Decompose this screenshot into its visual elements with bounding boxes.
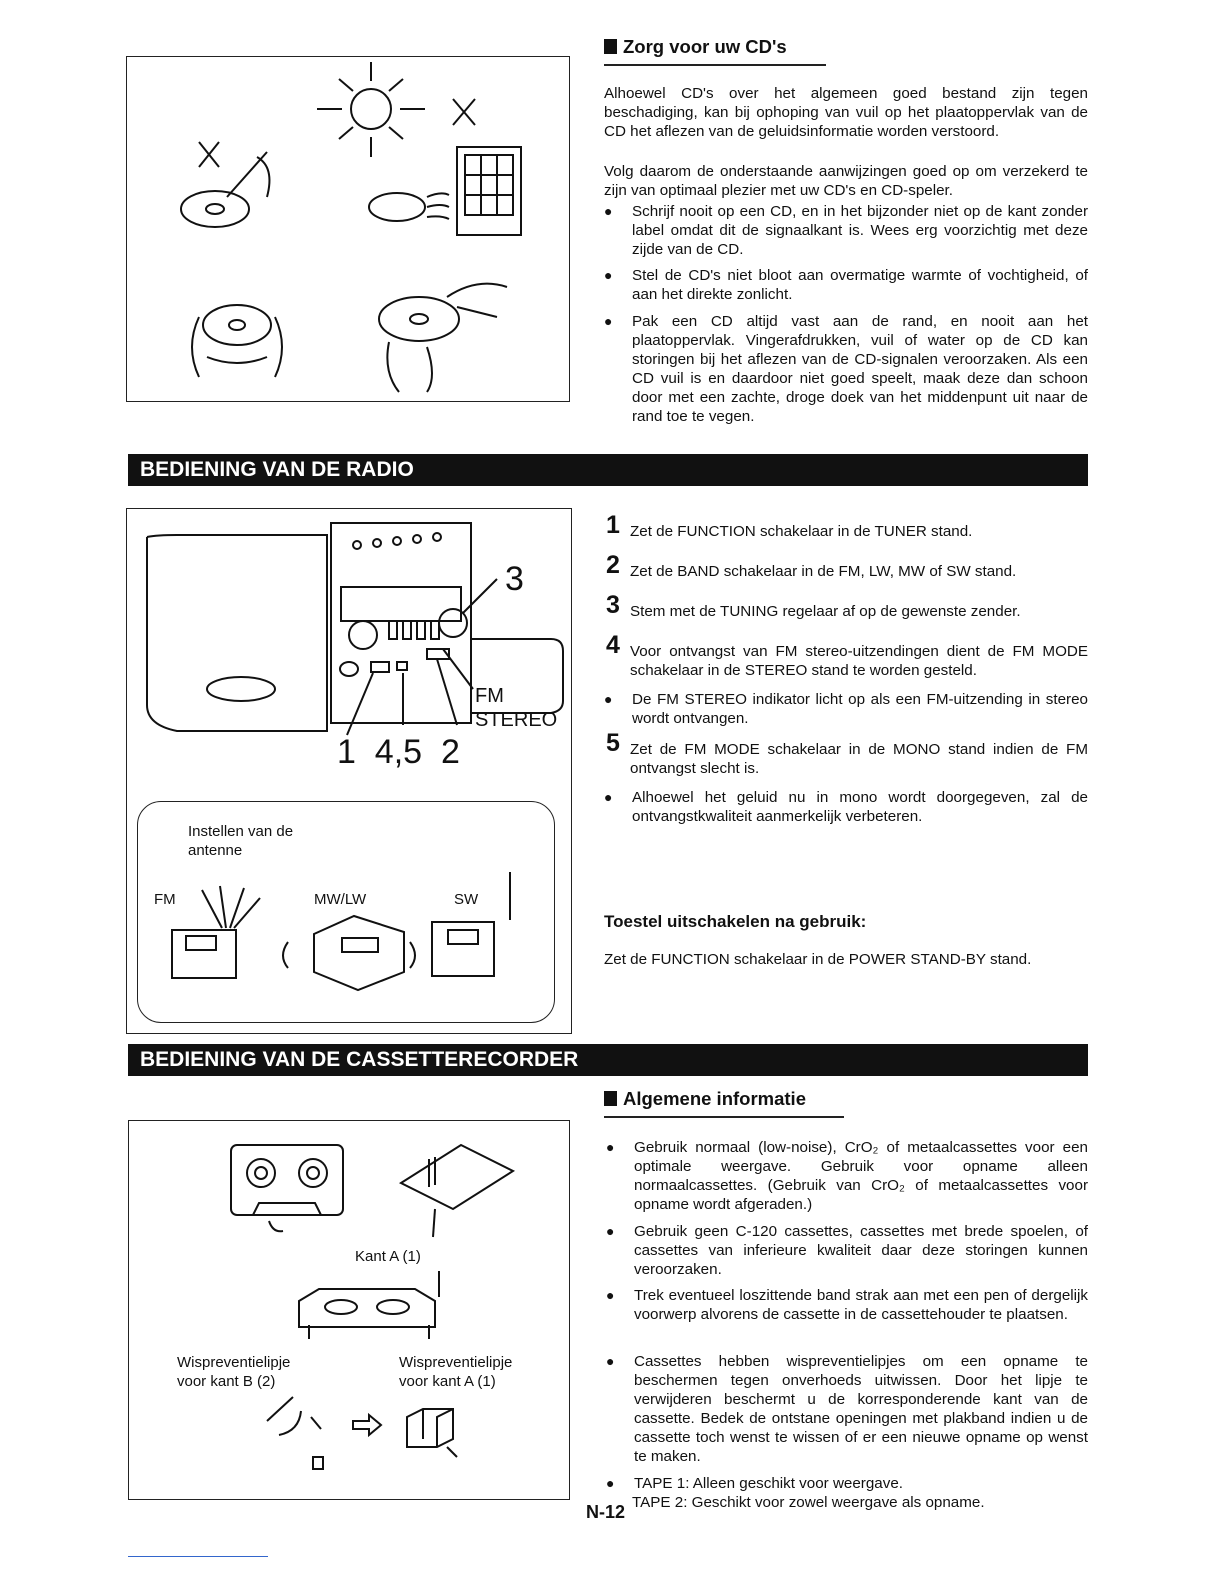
antenna-drawing	[138, 802, 554, 1022]
cassette-banner: BEDIENING VAN DE CASSETTERECORDER	[128, 1044, 1088, 1076]
radio-step-5: 5 Zet de FM MODE schakelaar in de MONO stand indien de FM ontvangst slecht is.	[606, 729, 1088, 777]
callout-3: 3	[505, 560, 524, 598]
radio-step-2: 2 Zet de BAND schakelaar in de FM, LW, MW of SW stand.	[606, 551, 1017, 580]
tab-side-b-label: Wispreventielipje voor kant B (2)	[177, 1354, 291, 1390]
switch-off-text: Zet de FUNCTION schakelaar in de POWER STAND-BY stand.	[604, 951, 1032, 968]
radio-step-1: 1 Zet de FUNCTION schakelaar in de TUNER stand.	[606, 511, 973, 540]
radio-bullet-mono: ● Alhoewel het geluid nu in mono wordt doorgegeven, zal de ontvangstkwaliteit aanmerkelijk verbeteren.	[604, 788, 1088, 826]
cassette-bullet-2: ● Gebruik geen C-120 cassettes, cassettes met brede spoelen, of cassettes van inferieure kwaliteit daar deze storingen kunnen veroorzaken.	[606, 1222, 1088, 1279]
cd-care-drawing	[127, 57, 569, 401]
callout-fm: FM	[475, 685, 504, 707]
cassette-bullet-5: ● TAPE 1: Alleen geschikt voor weergave.	[606, 1474, 1088, 1493]
callout-control-numbers: 1 4,5 2	[337, 733, 460, 771]
antenna-title: Instellen van de antenne	[188, 823, 294, 859]
cassette-illustration	[128, 1120, 570, 1500]
radio-step-3: 3 Stem met de TUNING regelaar af op de gewenste zender.	[606, 591, 1021, 620]
heading-square-icon	[604, 1091, 617, 1106]
heading-square-icon	[604, 39, 617, 54]
side-a-label: Kant A (1)	[355, 1248, 421, 1265]
cassette-bullet-1: ● Gebruik normaal (low-noise), CrO₂ of metaalcassettes voor een optimale weergave. Gebruik voor opname alleen normaalcassettes. (Gebruik van CrO₂ of metaalcassettes voor opname wordt afgeraden.)	[606, 1138, 1088, 1214]
page-number: N-12	[586, 1502, 626, 1522]
cd-care-intro: Alhoewel CD's over het algemeen goed bestand zijn tegen beschadiging, kan bij ophoping van vuil op het plaatoppervlak van de CD het aflezen van de geluidsinformatie worden verstoord.	[604, 85, 1088, 140]
radio-step-4: 4 Voor ontvangst van FM stereo-uitzendingen dient de FM MODE schakelaar in de STEREO stand te worden gesteld.	[606, 631, 1088, 679]
holding-cd-illustration	[192, 305, 282, 377]
radio-banner: BEDIENING VAN DE RADIO	[128, 454, 1088, 486]
antenna-fm-label: FM	[154, 891, 176, 908]
radio-bullet-stereo-indicator: ● De FM STEREO indikator licht op als een FM-uitzending in stereo wordt ontvangen.	[604, 690, 1088, 728]
radio-illustration	[126, 508, 572, 1034]
tape-2-note: TAPE 2: Geschikt voor zowel weergave als opname.	[632, 1494, 985, 1511]
callout-stereo: STEREO	[475, 709, 558, 731]
cd-care-illustration	[126, 56, 570, 402]
cassette-bullet-4: ● Cassettes hebben wispreventielipjes om een opname te beschermen tegen onverhoeds uitwissen. Door het lipje te verwijderen beschermt u de korresponderende kant van de cassette. Bedek de ontstane openingen met plakband indien u de cassette toch wenst te wissen of er een nieuwe opname op wenst te maken.	[606, 1352, 1088, 1466]
no-writing-illustration	[181, 142, 269, 227]
cd-care-bullet-2: ● Stel de CD's niet bloot aan overmatige warmte of vochtigheid, of aan het direkte zonlicht.	[604, 266, 1088, 304]
antenna-sw-label: SW	[454, 891, 479, 908]
cassette-bullet-3: ● Trek eventueel loszittende band strak aan met een pen of dergelijk voorwerp alvorens de cassette in de cassettehouder te plaatsen.	[606, 1286, 1088, 1324]
sun-illustration	[317, 62, 475, 157]
wiping-cd-illustration	[379, 284, 507, 392]
cassette-heading-underline	[604, 1116, 844, 1118]
antenna-inset	[137, 801, 555, 1023]
cassette-drawing	[129, 1121, 569, 1499]
cd-care-heading: Zorg voor uw CD's	[604, 36, 787, 58]
tab-side-a-label: Wispreventielipje voor kant A (1)	[399, 1354, 513, 1390]
cd-care-bullet-3: ● Pak een CD altijd vast aan de rand, en nooit aan het plaatoppervlak. Vingerafdrukken, vuil of water op de CD kan storingen bij het aflezen van de CD-signalen veroorzaken. Als een CD vuil is en daardoor niet goed speelt, maak deze dan schoon door met een zachte, droge doek van het middenpunt uit naar de rand toe te vegen.	[604, 312, 1088, 426]
footer-line	[128, 1556, 268, 1557]
switch-off-heading: Toestel uitschakelen na gebruik:	[604, 912, 867, 931]
heater-illustration	[369, 147, 521, 235]
antenna-mwlw-label: MW/LW	[314, 891, 367, 908]
cd-care-bullet-1: ● Schrijf nooit op een CD, en in het bijzonder niet op de kant zonder label omdat dit de signaalkant is. Wees erg voorzichtig met deze zijde van de CD.	[604, 202, 1088, 259]
cassette-heading: Algemene informatie	[604, 1088, 806, 1110]
cd-care-intro-2: Volg daarom de onderstaande aanwijzingen goed op om verzekerd te zijn van optimaal plezier met uw CD's en CD-speler.	[604, 163, 1088, 199]
cd-care-heading-underline	[604, 64, 826, 66]
